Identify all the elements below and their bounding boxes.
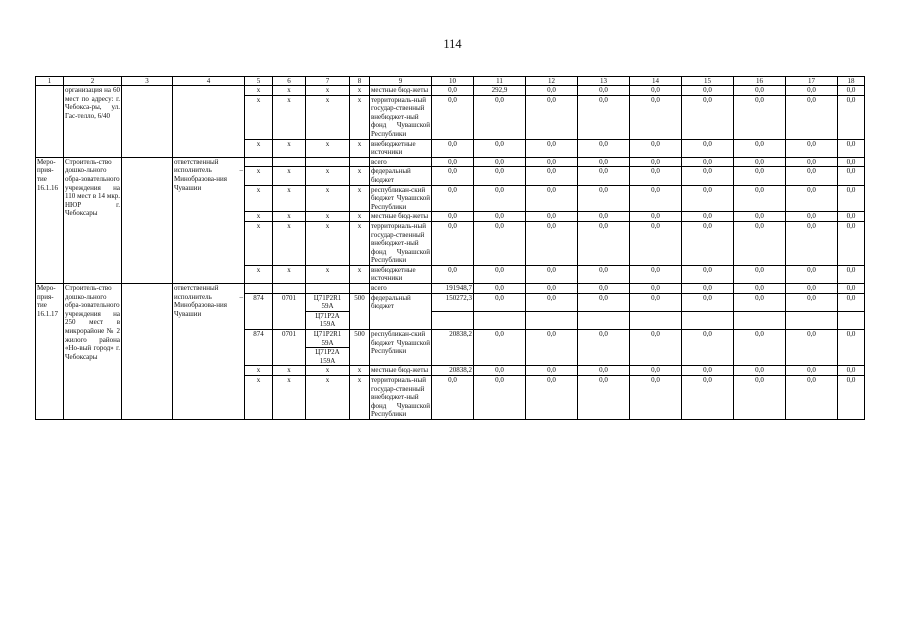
cell-value: 0,0 [786,265,838,283]
cell-executor [173,86,245,158]
cell-x: x [245,95,273,139]
cell-empty [838,311,865,329]
col-header: 10 [432,77,474,86]
cell-kbk: 500 [350,330,370,366]
cell-value: 0,0 [838,95,865,139]
col-header: 8 [350,77,370,86]
cell-source: местные бюд-жеты [370,86,432,96]
cell-x: x [350,376,370,420]
cell-value: 0,0 [630,293,682,311]
cell-source: местные бюд-жеты [370,212,432,222]
cell-value: 0,0 [630,95,682,139]
cell-value: 0,0 [526,366,578,376]
cell-executor: ответственный исполнитель – Минобразова-ния Чувашии [173,157,245,283]
cell-x: x [245,265,273,283]
cell-value: 0,0 [734,95,786,139]
header-row [36,77,865,86]
cell-value: 0,0 [682,95,734,139]
cell-executor: ответственный исполнитель – Минобразова-ния Чувашии [173,284,245,420]
cell-value: 150272,3 [432,293,474,311]
cell-empty [306,284,350,294]
cell-x: x [350,167,370,185]
cell-kbk: 500 [350,293,370,329]
cell-x: x [350,139,370,157]
cell-value: 0,0 [786,293,838,311]
cell-x: x [245,86,273,96]
cell-value: 0,0 [578,293,630,311]
cell-x: x [350,185,370,212]
cell-value: 0,0 [474,167,526,185]
cell-value: 0,0 [682,221,734,265]
cell-value: 0,0 [786,167,838,185]
cell-value: 0,0 [786,157,838,167]
cell-value: 0,0 [526,185,578,212]
col-header: 9 [370,77,432,86]
cell-source: территориаль-ный государ-ственный внебюджет-ный фонд Чувашской Республики [371,221,430,265]
cell-value: 0,0 [838,221,865,265]
cell-value: 0,0 [526,95,578,139]
cell-value: 0,0 [432,139,474,157]
col-header: 16 [734,77,786,86]
cell-x: x [350,366,370,376]
cell-source: республикан-ский бюджет Чувашской Республики [371,185,430,211]
cell-value: 0,0 [734,265,786,283]
cell-value: 0,0 [630,86,682,96]
cell-value: 0,0 [578,265,630,283]
cell-kbk: Ц71Р2А 159А [306,311,350,329]
cell-empty [474,311,526,329]
cell-value: 0,0 [838,293,865,311]
cell-empty [306,157,350,167]
cell-x: x [306,86,350,96]
col-header: 18 [838,77,865,86]
col-header: 13 [578,77,630,86]
cell-x: x [306,221,350,265]
cell-object: Строитель-ство дошко-льного обра-зовательного учреждения на 110 мест в 14 мкр. НЮР г. Чебоксары [64,157,122,283]
cell-empty [122,284,173,420]
cell-value: 0,0 [578,221,630,265]
cell-value: 20838,2 [432,330,474,366]
cell-x: x [245,376,273,420]
cell-value: 0,0 [474,185,526,212]
cell-x: x [306,376,350,420]
cell-value: 0,0 [786,86,838,96]
cell-empty [630,311,682,329]
cell-value: 0,0 [786,95,838,139]
cell-x: x [273,366,306,376]
cell-empty [526,311,578,329]
cell-x: x [245,167,273,185]
cell-x: x [245,366,273,376]
cell-x: x [306,167,350,185]
cell-value: 0,0 [838,185,865,212]
cell-value: 0,0 [734,366,786,376]
cell-value: 0,0 [682,139,734,157]
cell-value: 0,0 [578,330,630,366]
col-header: 3 [122,77,173,86]
cell-value: 0,0 [578,376,630,420]
cell-value: 0,0 [526,330,578,366]
cell-value: 0,0 [526,157,578,167]
cell-value: 0,0 [630,376,682,420]
cell-x: x [273,86,306,96]
cell-value: 0,0 [630,221,682,265]
cell-x: x [306,139,350,157]
cell-value: 0,0 [526,86,578,96]
cell-value: 0,0 [682,284,734,294]
cell-label: Меро-прия-тие 16.1.17 [36,284,64,420]
cell-value: 0,0 [474,221,526,265]
col-header: 7 [306,77,350,86]
cell-object: Строитель-ство дошко-льного обра-зовательного учреждения на 250 мест в микрорайоне № 2 жилого района «Но-вый город» г. Чебоксары [64,284,122,420]
cell-label [36,86,64,158]
cell-empty [273,157,306,167]
cell-value: 0,0 [734,293,786,311]
cell-value: 0,0 [838,86,865,96]
cell-value: 0,0 [474,330,526,366]
cell-value: 0,0 [432,376,474,420]
cell-value: 0,0 [630,157,682,167]
cell-object: организация на 60 мест по адресу: г. Чебокса-ры, ул. Гас-телло, 6/40 [64,86,122,158]
cell-x: x [273,139,306,157]
cell-value: 0,0 [682,167,734,185]
cell-value: 0,0 [474,95,526,139]
cell-source: внебюджетные источники [370,265,432,283]
cell-x: x [245,139,273,157]
cell-source: федеральный бюджет [370,293,432,329]
cell-x: x [273,185,306,212]
cell-source: территориаль-ный государ-ственный внебюджет-ный фонд Чувашской Республики [371,95,430,138]
cell-empty [245,157,273,167]
cell-value: 0,0 [630,167,682,185]
cell-value: 0,0 [786,221,838,265]
cell-x: x [306,366,350,376]
cell-value: 0,0 [838,330,865,366]
cell-x: x [306,265,350,283]
cell-value: 0,0 [786,212,838,222]
cell-value: 0,0 [578,185,630,212]
cell-value: 0,0 [734,86,786,96]
cell-value: 0,0 [526,284,578,294]
cell-empty [122,157,173,283]
cell-value: 0,0 [432,95,474,139]
cell-x: x [306,185,350,212]
cell-value: 0,0 [578,157,630,167]
col-header: 15 [682,77,734,86]
cell-value: 0,0 [682,366,734,376]
cell-source: внебюджетные источники [370,139,432,157]
col-header: 5 [245,77,273,86]
cell-value: 0,0 [526,212,578,222]
cell-value: 0,0 [734,212,786,222]
cell-value: 20838,2 [432,366,474,376]
cell-value: 0,0 [526,265,578,283]
cell-value: 0,0 [682,185,734,212]
cell-value: 0,0 [786,139,838,157]
col-header: 17 [786,77,838,86]
cell-value: 0,0 [630,212,682,222]
cell-empty [432,311,474,329]
budget-table [35,76,865,420]
cell-value: 0,0 [838,265,865,283]
cell-value: 0,0 [578,86,630,96]
cell-x: x [350,265,370,283]
cell-source: всего [370,157,432,167]
cell-value: 0,0 [786,185,838,212]
cell-value: 0,0 [578,284,630,294]
cell-value: 0,0 [474,139,526,157]
cell-empty [273,284,306,294]
page-number: 114 [443,37,462,51]
cell-value: 0,0 [432,185,474,212]
cell-value: 0,0 [578,167,630,185]
cell-empty [734,311,786,329]
cell-x: x [350,95,370,139]
cell-value: 0,0 [682,212,734,222]
cell-empty [245,284,273,294]
cell-value: 0,0 [432,86,474,96]
cell-kbk: 874 [245,330,273,366]
cell-x: x [306,212,350,222]
table-row [36,157,865,167]
cell-value: 0,0 [838,139,865,157]
cell-value: 0,0 [474,376,526,420]
cell-kbk: 0701 [273,330,306,366]
cell-value: 0,0 [734,284,786,294]
col-header: 14 [630,77,682,86]
cell-value: 0,0 [630,185,682,212]
cell-value: 0,0 [526,376,578,420]
cell-value: 0,0 [630,284,682,294]
cell-empty [122,86,173,158]
cell-value: 0,0 [786,330,838,366]
cell-value: 0,0 [786,284,838,294]
cell-value: 0,0 [838,212,865,222]
cell-value: 0,0 [526,167,578,185]
cell-x: x [306,95,350,139]
col-header: 12 [526,77,578,86]
cell-value: 292,9 [474,86,526,96]
cell-empty [786,311,838,329]
cell-value: 0,0 [734,376,786,420]
cell-value: 0,0 [432,265,474,283]
cell-value: 191948,7 [432,284,474,294]
cell-x: x [245,212,273,222]
cell-value: 0,0 [838,284,865,294]
cell-x: x [273,221,306,265]
cell-value: 0,0 [734,221,786,265]
cell-kbk: 0701 [273,293,306,329]
cell-value: 0,0 [682,293,734,311]
cell-value: 0,0 [578,95,630,139]
cell-x: x [273,265,306,283]
cell-value: 0,0 [578,212,630,222]
cell-value: 0,0 [432,221,474,265]
cell-value: 0,0 [682,265,734,283]
cell-x: x [350,86,370,96]
cell-value: 0,0 [474,265,526,283]
cell-label: Меро-прия-тие 16.1.16 [36,157,64,283]
cell-value: 0,0 [526,139,578,157]
col-header: 2 [64,77,122,86]
cell-x: x [273,167,306,185]
cell-x: x [273,212,306,222]
cell-value: 0,0 [682,330,734,366]
cell-source: республикан-ский бюджет Чувашской Республики [370,330,432,366]
cell-value: 0,0 [432,212,474,222]
cell-x: x [273,95,306,139]
table-row [36,284,865,294]
cell-value: 0,0 [734,157,786,167]
cell-empty [350,157,370,167]
cell-value: 0,0 [474,157,526,167]
cell-value: 0,0 [786,366,838,376]
cell-value: 0,0 [838,366,865,376]
cell-x: x [273,376,306,420]
table-row [36,86,865,96]
cell-value: 0,0 [630,366,682,376]
col-header: 4 [173,77,245,86]
cell-value: 0,0 [682,376,734,420]
cell-empty [350,284,370,294]
col-header: 6 [273,77,306,86]
cell-value: 0,0 [786,376,838,420]
cell-empty [578,311,630,329]
cell-value: 0,0 [578,139,630,157]
cell-source: местные бюд-жеты [370,366,432,376]
cell-source: федеральный бюджет [370,167,432,185]
cell-value: 0,0 [578,366,630,376]
cell-value: 0,0 [734,167,786,185]
cell-value: 0,0 [630,265,682,283]
cell-x: x [350,221,370,265]
cell-value: 0,0 [432,157,474,167]
cell-empty [682,311,734,329]
cell-kbk: Ц71Р2R1 59А [306,293,350,311]
cell-value: 0,0 [734,139,786,157]
cell-value: 0,0 [630,139,682,157]
cell-value: 0,0 [474,212,526,222]
cell-x: x [350,212,370,222]
cell-value: 0,0 [838,376,865,420]
cell-source: всего [370,284,432,294]
cell-kbk: 874 [245,293,273,329]
cell-kbk: Ц71Р2А 159А [306,348,350,366]
cell-x: x [245,185,273,212]
cell-value: 0,0 [526,221,578,265]
cell-value: 0,0 [474,293,526,311]
cell-value: 0,0 [682,157,734,167]
cell-value: 0,0 [474,284,526,294]
cell-value: 0,0 [474,366,526,376]
col-header: 11 [474,77,526,86]
cell-value: 0,0 [682,86,734,96]
cell-source: территориаль-ный государ-ственный внебюджет-ный фонд Чувашской Республики [371,376,430,419]
cell-value: 0,0 [838,167,865,185]
cell-kbk: Ц71Р2R1 59А [306,330,350,348]
cell-value: 0,0 [734,185,786,212]
cell-value: 0,0 [630,330,682,366]
cell-value: 0,0 [526,293,578,311]
cell-value: 0,0 [838,157,865,167]
col-header: 1 [36,77,64,86]
cell-value: 0,0 [432,167,474,185]
cell-x: x [245,221,273,265]
cell-value: 0,0 [734,330,786,366]
